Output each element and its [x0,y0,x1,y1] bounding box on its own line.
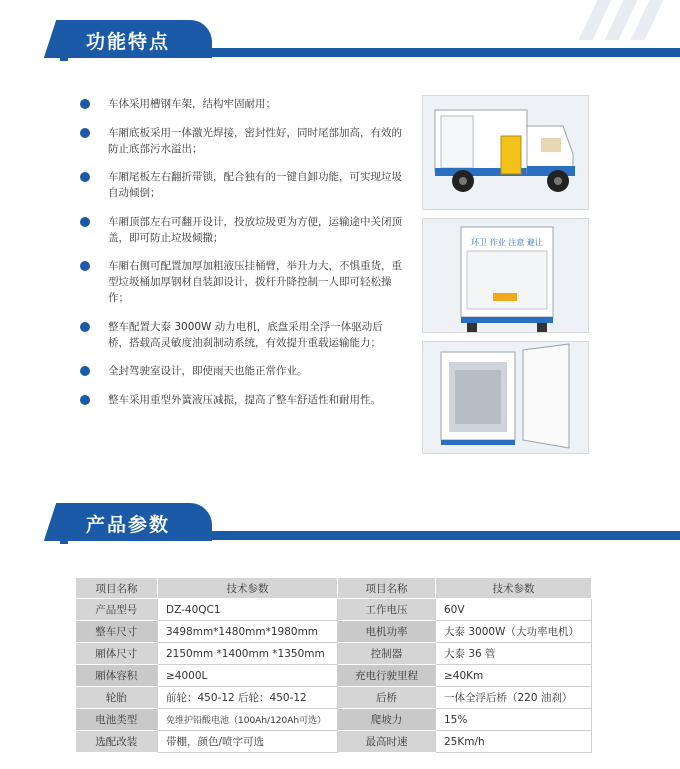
param-value: ≥40Km [436,665,592,687]
param-label: 最高时速 [338,731,436,753]
feature-item: 车厢右侧可配置加厚加粗液压挂桶臂，举升力大，不惧重货，重型垃圾桶加厚钢材自装卸设计，拨杆升降控制一人即可轻松操作； [80,258,402,306]
bullet-icon [80,172,90,182]
table-row [76,665,592,687]
bullet-icon [80,322,90,332]
params-section-title: 产品参数 [86,514,171,536]
bullet-icon [80,261,90,271]
truck-rear-photo [422,218,589,333]
feature-item: 车厢底板采用一体激光焊接，密封性好，同时尾部加高，有效的防止底部污水溢出； [80,125,402,157]
param-label: 选配改装 [76,731,158,753]
feature-item: 整车配置大泰 3000W 动力电机，底盘采用全浮一体驱动后桥，搭载高灵敏度油刹制动系统，有效提升重载运输能力； [80,319,402,351]
param-value: DZ-40QC1 [158,599,338,621]
param-value: 一体全浮后桥（220 油刹） [436,687,592,709]
table-row [76,731,592,753]
param-label: 电机功率 [338,621,436,643]
param-label: 控制器 [338,643,436,665]
feature-item: 车体采用槽钢车架，结构牢固耐用； [80,96,402,112]
param-label: 后桥 [338,687,436,709]
feature-item: 车厢顶部左右可翻开设计，投放垃圾更为方便，运输途中关闭顶盖，即可防止垃圾倾撒； [80,214,402,246]
truck-open-door-illustration [423,342,589,454]
param-label: 厢体容积 [76,665,158,687]
truck-side-photo [422,95,589,210]
param-label: 整车尺寸 [76,621,158,643]
param-value: 大泰 3000W（大功率电机） [436,621,592,643]
feature-list [80,96,402,420]
table-row [76,621,592,643]
param-label: 轮胎 [76,687,158,709]
truck-side-illustration [423,96,589,210]
param-value: 60V [436,599,592,621]
param-label: 工作电压 [338,599,436,621]
param-value: 免维护铅酸电池（100Ah/120Ah可选） [158,709,338,731]
table-row [76,643,592,665]
bullet-icon [80,217,90,227]
param-label: 电池类型 [76,709,158,731]
column-header: 技术参数 [158,578,338,599]
param-label: 厢体尺寸 [76,643,158,665]
param-value: 3498mm*1480mm*1980mm [158,621,338,643]
feature-item: 整车采用重型外簧液压减振，提高了整车舒适性和耐用性。 [80,392,402,408]
param-value: 25Km/h [436,731,592,753]
param-value: 2150mm *1400mm *1350mm [158,643,338,665]
param-value: 带棚，颜色/喷字可选 [158,731,338,753]
features-section-title: 功能特点 [86,31,171,53]
bullet-icon [80,395,90,405]
param-label: 充电行驶里程 [338,665,436,687]
param-value: ≥4000L [158,665,338,687]
bullet-icon [80,99,90,109]
table-row [76,709,592,731]
column-header: 技术参数 [436,578,592,599]
param-label: 爬坡力 [338,709,436,731]
param-label: 产品型号 [76,599,158,621]
column-header: 项目名称 [76,578,158,599]
truck-open-door-photo [422,341,589,454]
params-table [75,577,592,753]
column-header: 项目名称 [338,578,436,599]
param-value: 15% [436,709,592,731]
features-section-header [0,20,680,60]
feature-item: 车厢尾板左右翻折带锁，配合独有的一键自卸功能，可实现垃圾自动倾倒； [80,169,402,201]
table-row [76,599,592,621]
param-value: 前轮：450-12 后轮：450-12 [158,687,338,709]
param-value: 大泰 36 管 [436,643,592,665]
feature-item: 全封驾驶室设计，即使雨天也能正常作业。 [80,363,402,379]
bullet-icon [80,366,90,376]
table-row [76,687,592,709]
rear-panel-text: 环卫 作业 注意 避让 [471,238,543,247]
bullet-icon [80,128,90,138]
params-section-header [0,503,680,543]
table-header-row [76,578,592,599]
